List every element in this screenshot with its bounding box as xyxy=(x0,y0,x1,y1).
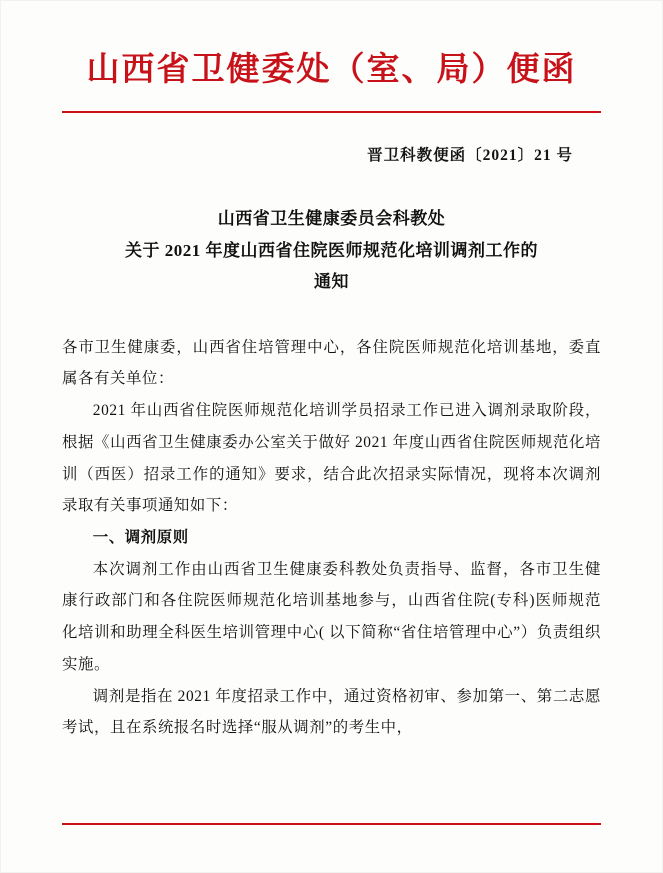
title-line-1: 山西省卫生健康委员会科教处 xyxy=(217,209,446,229)
document-masthead: 山西省卫健委处（室、局）便函 xyxy=(86,52,577,88)
body-section-heading-1: 一、调剂原则 xyxy=(92,529,189,547)
masthead-divider xyxy=(62,111,601,113)
document-title xyxy=(62,203,601,297)
title-line-2: 关于 2021 年度山西省住院医师规范化培训调剂工作的 xyxy=(125,240,538,260)
footer-divider xyxy=(62,823,601,825)
body-paragraph-intro: 2021 年山西省住院医师规范化培训学员招录工作已进入调剂录取阶段，根据《山西省卫生健康委办公室关于做好 2021 年度山西省住院医师规范化培训（西医）招录工作的通知》要求，结合此次招录实际情况，现将本次调剂录取有关事项通知如下： xyxy=(62,402,601,515)
body-paragraph-principle: 本次调剂工作由山西省卫生健康委科教处负责指导、监督，各市卫生健康行政部门和各住院医师规范化培训基地参与，山西省住院(专科)医师规范化培训和助理全科医生培训管理中心( 以下简称“省住培管理中心”）负责组织实施。 xyxy=(62,560,601,673)
body-paragraph-definition: 调剂是指在 2021 年度招录工作中，通过资格初审、参加第一、第二志愿考试，且在系统报名时选择“服从调剂”的考生中， xyxy=(62,687,601,737)
document-number: 晋卫科教便函〔2021〕21 号 xyxy=(367,147,573,165)
title-line-3: 通知 xyxy=(314,272,349,292)
body-paragraph-salutation: 各市卫生健康委，山西省住培管理中心，各住院医师规范化培训基地，委直属各有关单位： xyxy=(62,338,601,388)
document-body xyxy=(62,332,601,745)
